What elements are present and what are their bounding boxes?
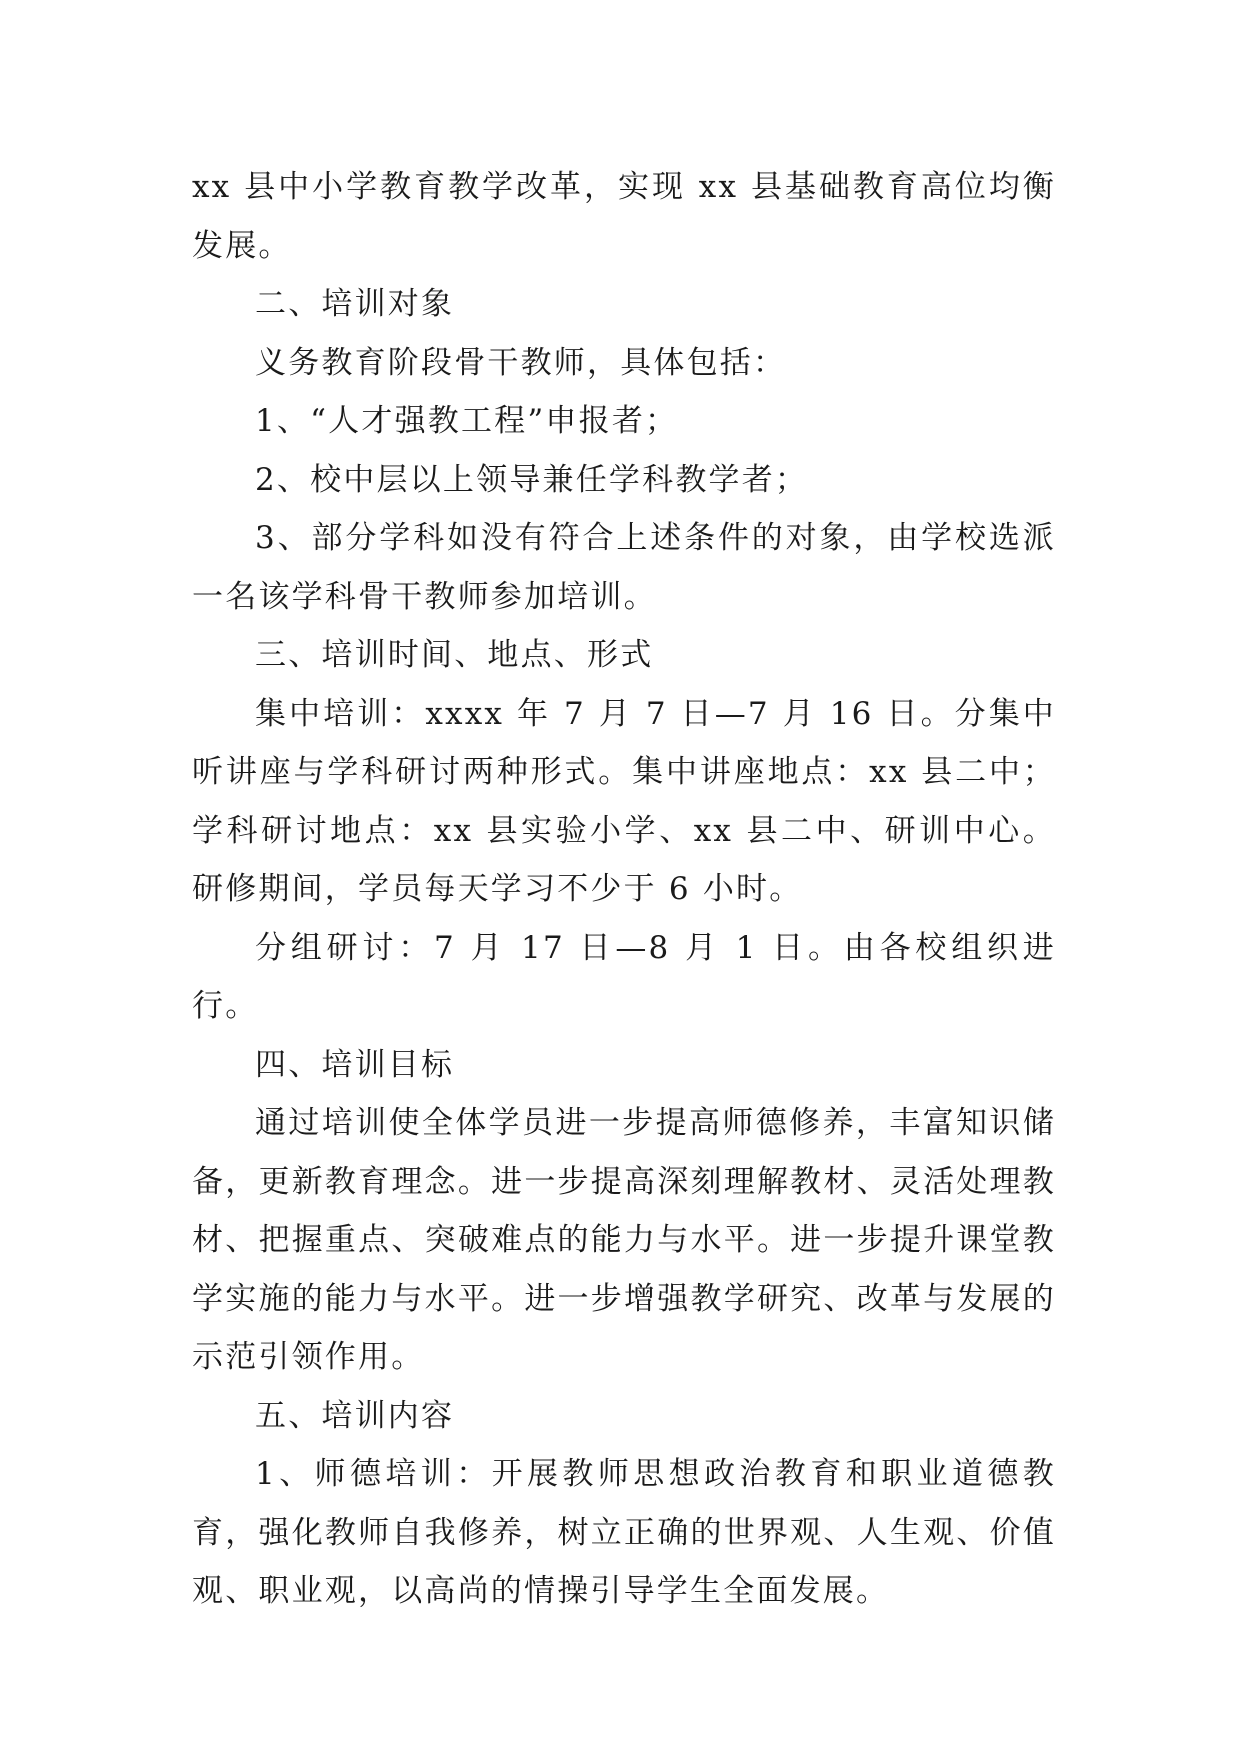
heading-training-content: 五、培训内容 [255, 1397, 455, 1434]
paragraph-centralized-training: 集中培训：xxxx 年 7 月 7 日—7 月 16 日。分集中听讲座与学科研讨两种形式。集中讲座地点：xx 县二中；学科研讨地点：xx 县实验小学、xx 县二中、研训中心。研修期间，学员每天学习不少于 6 小时。 [192, 695, 1056, 907]
paragraph-ethics-training: 1、师德培训：开展教师思想政治教育和职业道德教育，强化教师自我修养，树立正确的世界观、人生观、价值观、职业观，以高尚的情操引导学生全面发展。 [192, 1456, 1056, 1609]
heading-time-place-form: 三、培训时间、地点、形式 [255, 637, 654, 673]
list-item-3: 3、部分学科如没有符合上述条件的对象，由学校选派一名该学科骨干教师参加培训。 [192, 520, 1056, 615]
heading-training-goals: 四、培训目标 [255, 1046, 455, 1083]
list-item-2: 2、校中层以上领导兼任学科教学者； [255, 461, 809, 498]
heading-training-target: 二、培训对象 [255, 286, 455, 322]
paragraph-group-study: 分组研讨：7 月 17 日—8 月 1 日。由各校组织进行。 [192, 929, 1056, 1024]
paragraph-continuation: xx 县中小学教育教学改革，实现 xx 县基础教育高位均衡发展。 [192, 169, 1056, 264]
paragraph-target-intro: 义务教育阶段骨干教师，具体包括： [255, 344, 787, 381]
paragraph-goals: 通过培训使全体学员进一步提高师德修养，丰富知识储备，更新教育理念。进一步提高深刻理解教材、灵活处理教材、把握重点、突破难点的能力与水平。进一步提升课堂教学实施的能力与水平。进一步增强教学研究、改革与发展的示范引领作用。 [192, 1105, 1056, 1375]
list-item-1: 1、“人才强教工程”申报者； [255, 403, 679, 439]
